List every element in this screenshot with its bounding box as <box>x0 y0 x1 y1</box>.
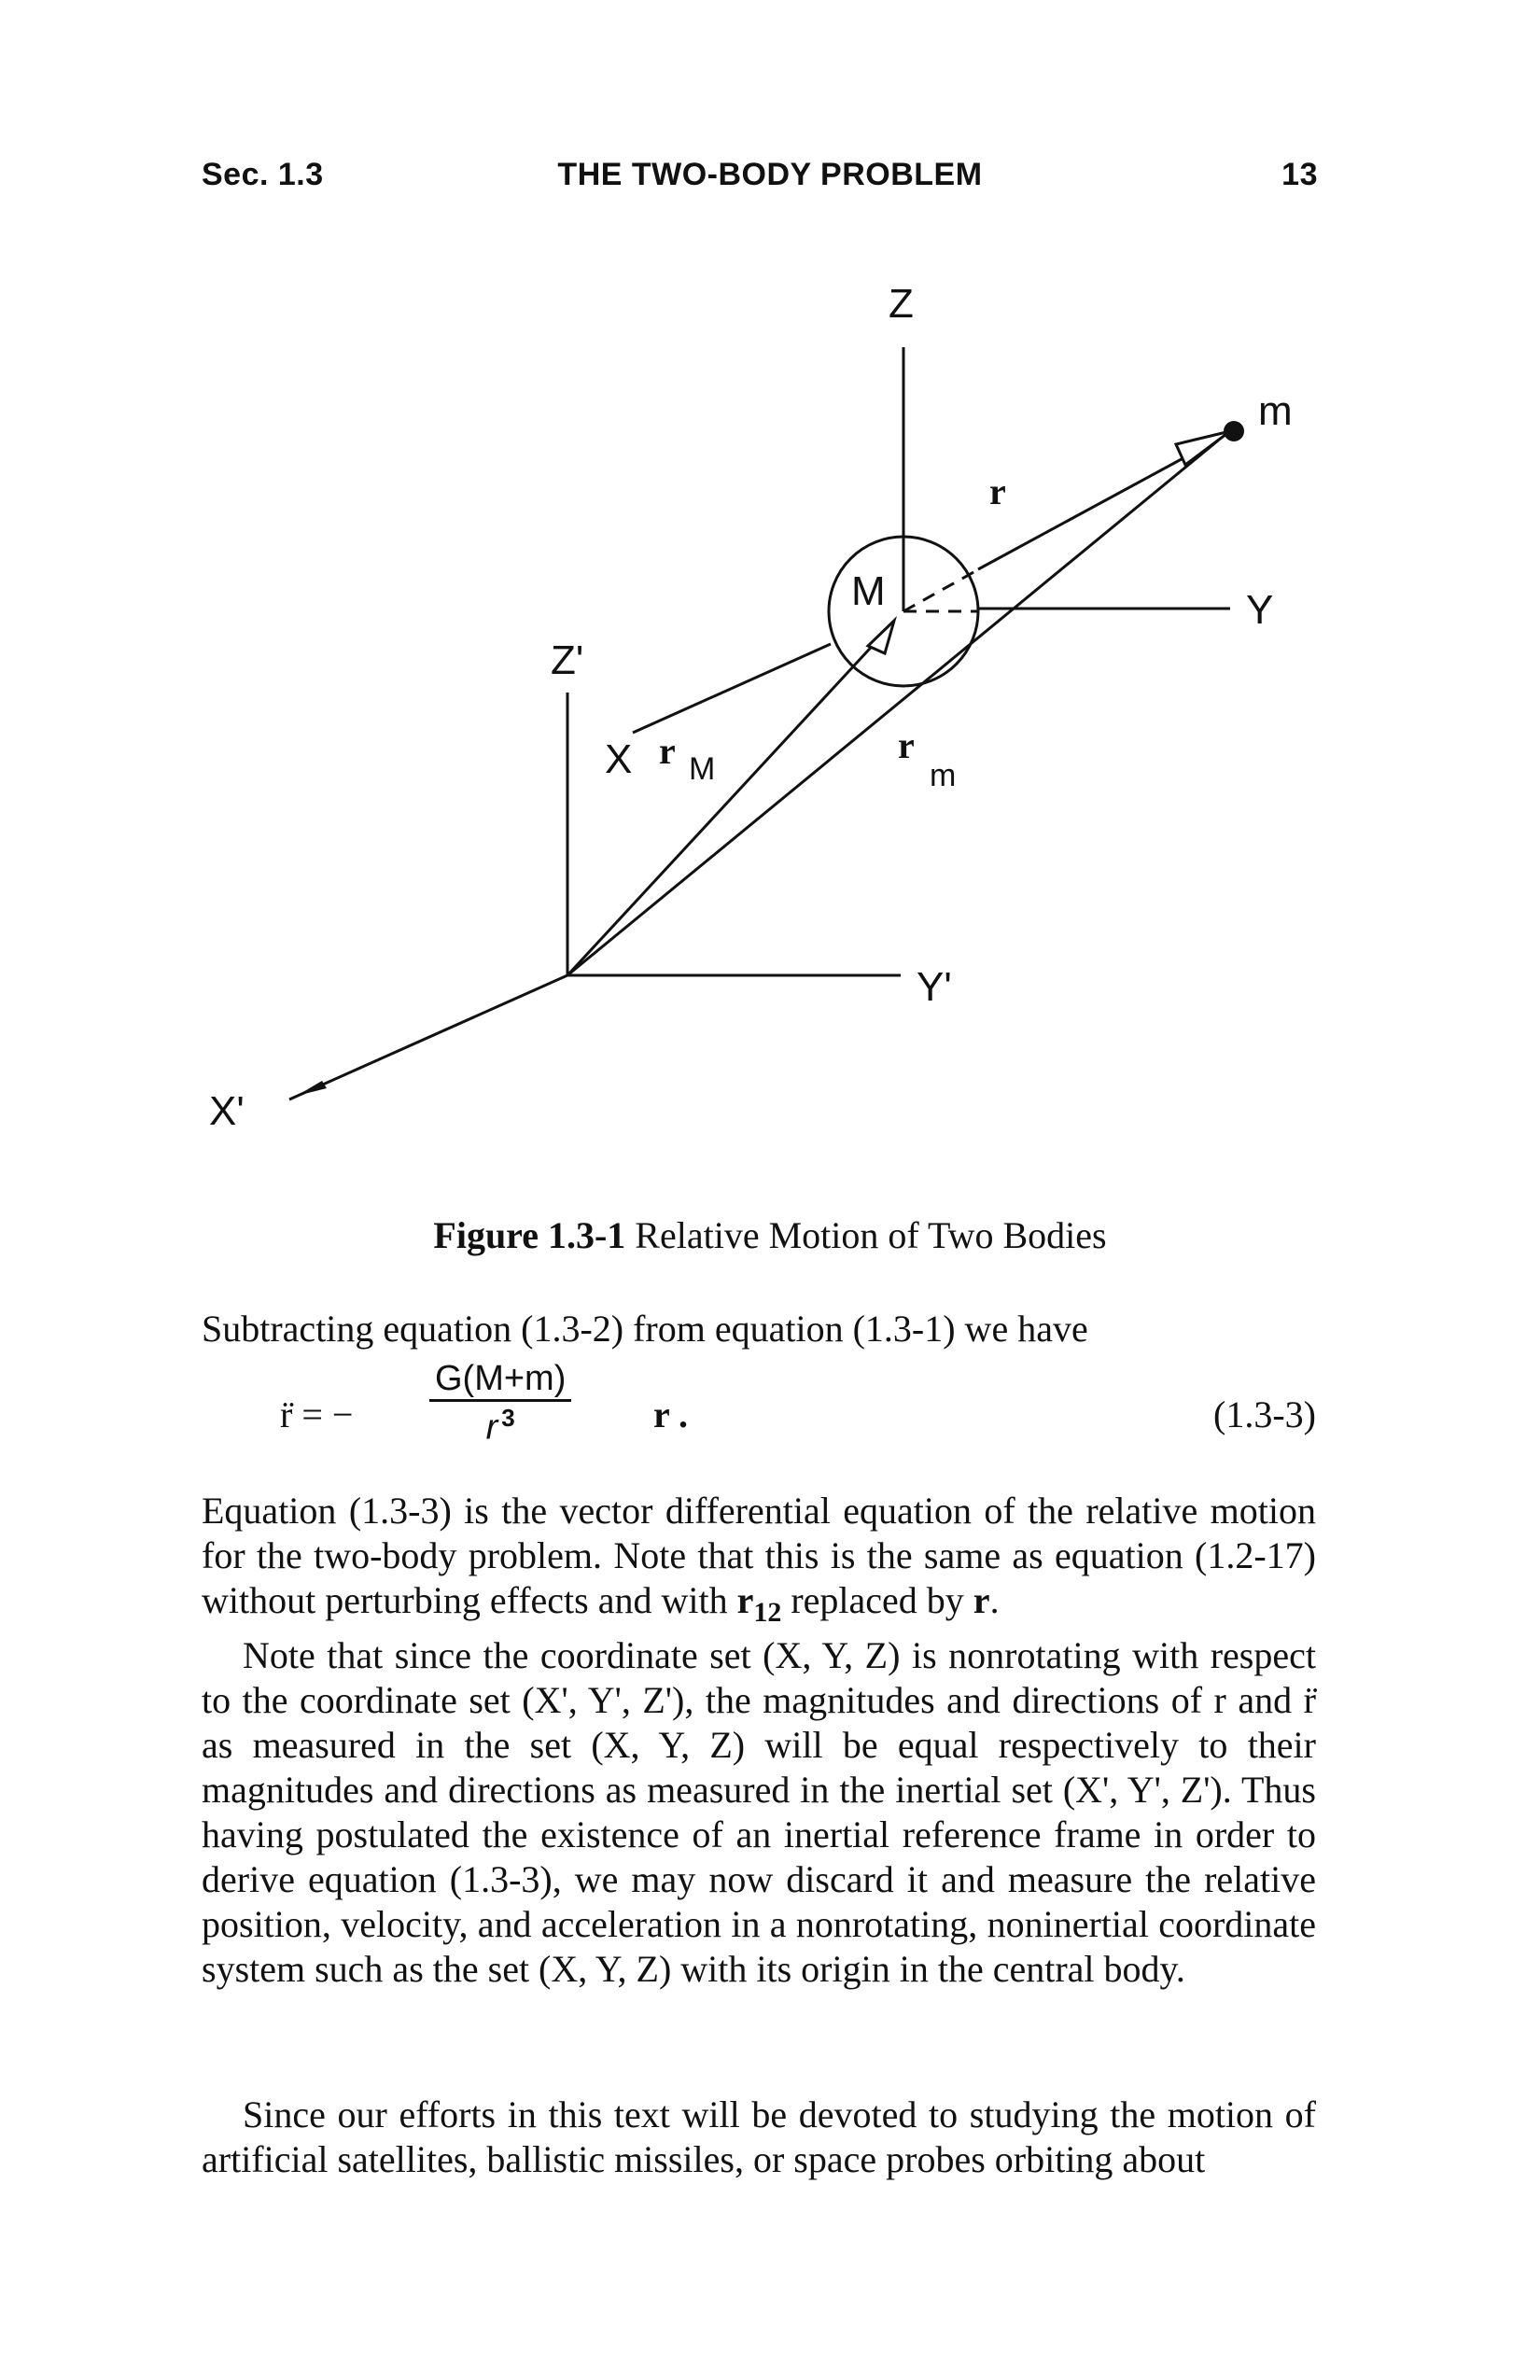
equation-fraction <box>429 1359 571 1449</box>
label-r-m-subscript: m <box>930 758 957 793</box>
paragraph-1-symbol-2: r <box>973 1579 990 1621</box>
equation-number: (1.3-3) <box>1213 1393 1316 1435</box>
arrowhead-r-m <box>1176 431 1230 465</box>
figure-caption <box>0 1213 1540 1257</box>
paragraph-1-text-b: replaced by <box>781 1579 973 1621</box>
x-axis <box>633 644 831 733</box>
equation-lhs: r̈ = − <box>280 1393 354 1435</box>
vector-r-inner <box>903 571 975 611</box>
x-prime-arrowhead <box>297 1081 327 1096</box>
label-r-m: r <box>898 724 915 766</box>
equation-denominator-base: r <box>485 1407 498 1448</box>
label-M: M <box>851 568 886 614</box>
equation-numerator: G(M+m) <box>429 1359 571 1402</box>
running-title: THE TWO-BODY PROBLEM <box>557 157 983 192</box>
label-m: m <box>1258 388 1293 434</box>
paragraph-1-end: . <box>989 1579 1000 1621</box>
equation-denominator-exponent: 3 <box>501 1404 515 1432</box>
equation-rhs: r . <box>653 1393 689 1435</box>
vector-r-M <box>567 625 891 975</box>
paragraph-1-subscript: 12 <box>753 1597 782 1628</box>
label-r-M-subscript: M <box>689 751 716 787</box>
label-y: Y <box>1246 587 1274 633</box>
label-y-prime: Y' <box>917 964 952 1010</box>
label-z-prime: Z' <box>551 637 584 683</box>
mass-m-dot <box>1224 421 1244 441</box>
paragraph-1-text-a: Equation (1.3-3) is the vector differential equation of the relative motion for the two-body problem. Note that this is the same as equation (1.2-17) without perturbing effects and with <box>202 1490 1316 1621</box>
label-x-prime: X' <box>209 1088 245 1134</box>
x-prime-axis <box>289 975 567 1099</box>
figure-caption-text: Relative Motion of Two Bodies <box>635 1214 1107 1256</box>
figure-caption-label: Figure 1.3-1 <box>433 1214 626 1256</box>
equation-denominator <box>429 1404 571 1449</box>
paragraph-1-symbol: r <box>736 1579 754 1621</box>
page-number: 13 <box>1281 157 1318 192</box>
section-label: Sec. 1.3 <box>202 157 324 192</box>
paragraph-2: Note that since the coordinate set (X, Y, Z) is nonrotating with respect to the coordinate set (X', Y', Z'), the magnitudes and directions of r and r̈ as measured in the set (X, Y, Z) will be equal respectively to their magnitudes and directions as measured in the inertial set (X', Y', Z'). Thus having postulated the existence of an inertial reference frame in order to derive equation (1.3-3), we may now discard it and measure the relative position, velocity, and acceleration in a nonrotating, noninertial coordinate system such as the set (X, Y, Z) with its origin in the central body. <box>202 1634 1316 1990</box>
arrowhead-r-M <box>868 621 894 653</box>
label-x: X <box>605 736 633 782</box>
paragraph-3: Since our efforts in this text will be devoted to studying the motion of artificial satellites, ballistic missiles, or space probes orbiting about <box>202 2093 1316 2180</box>
label-z: Z <box>889 281 914 327</box>
paragraph-1 <box>202 1489 1316 1635</box>
label-r: r <box>989 470 1006 512</box>
label-r-M: r <box>659 730 676 772</box>
vector-r-m <box>567 441 1218 975</box>
intro-sentence: Subtracting equation (1.3-2) from equation (1.3-1) we have <box>202 1308 1088 1350</box>
